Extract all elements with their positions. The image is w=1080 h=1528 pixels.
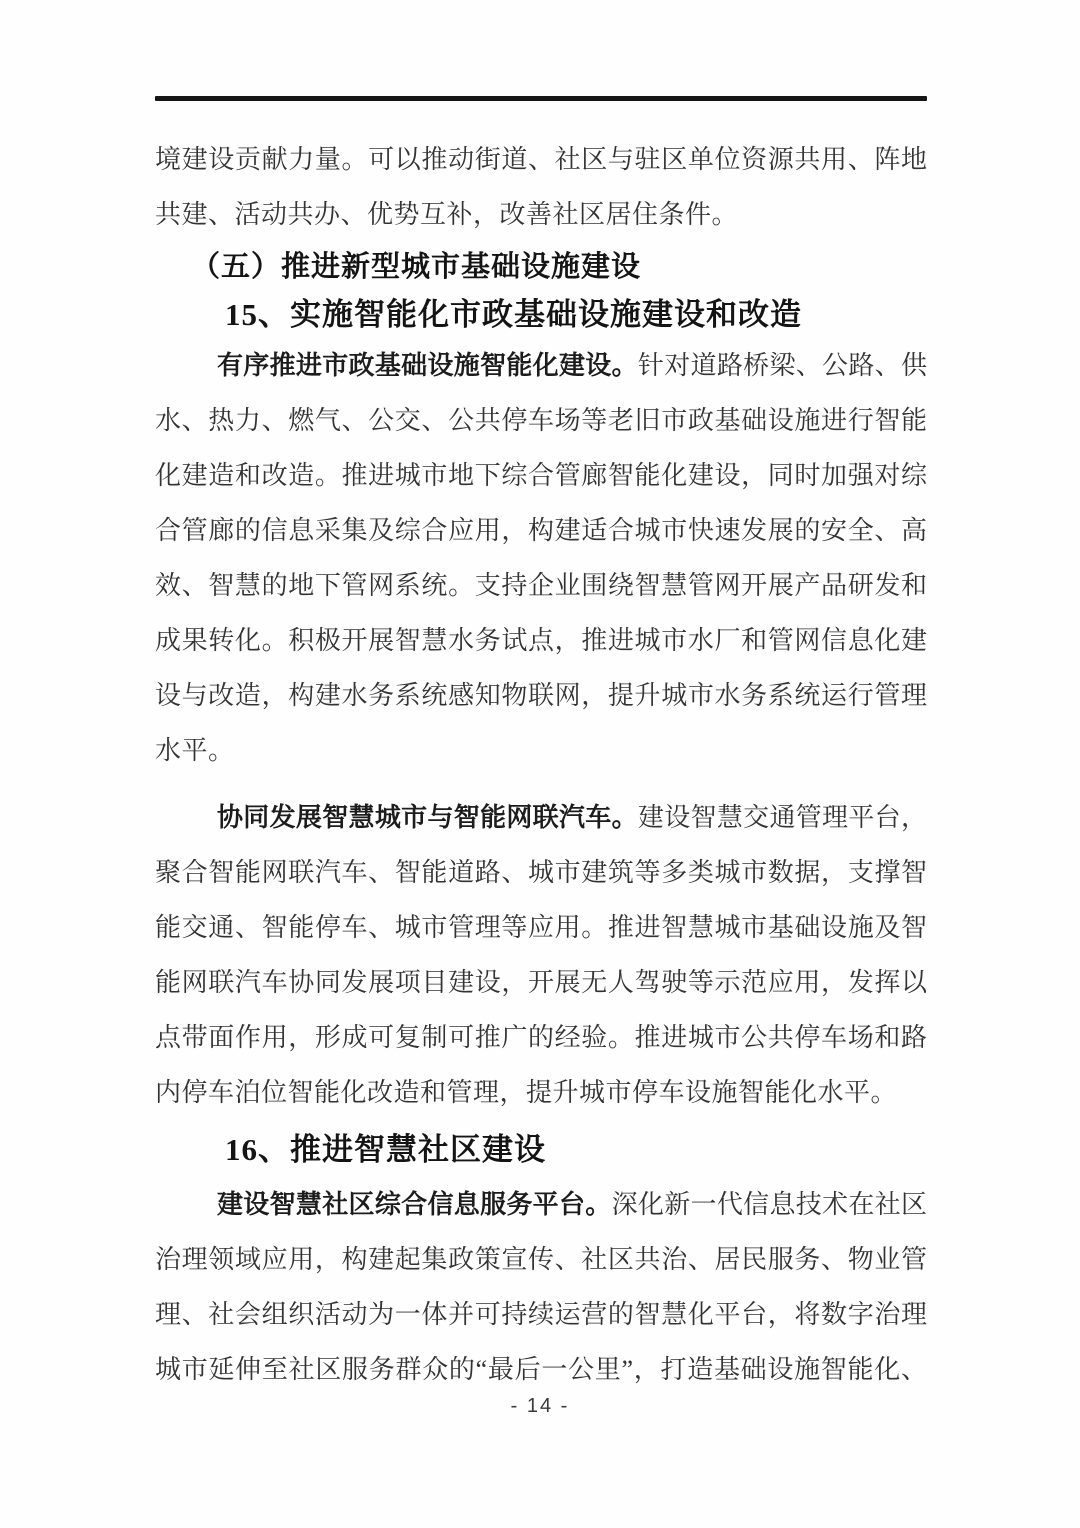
paragraph-lead-rest: 针对道路桥梁、公路、供 xyxy=(637,351,927,380)
body-text-line: 点带面作用，形成可复制可推广的经验。推进城市公共停车场和路 xyxy=(155,1023,927,1052)
body-text-line: 能交通、智能停车、城市管理等应用。推进智慧城市基础设施及智 xyxy=(155,913,927,942)
body-text-line: 共建、活动共办、优势互补，改善社区居住条件。 xyxy=(155,200,739,229)
body-text-line: 设与改造，构建水务系统感知物联网，提升城市水务系统运行管理 xyxy=(155,681,927,710)
body-text-line: 效、智慧的地下管网系统。支持企业围绕智慧管网开展产品研发和 xyxy=(155,571,927,600)
paragraph-lead: 建设智慧社区综合信息服务平台。 xyxy=(217,1190,612,1219)
intro-paragraph xyxy=(155,132,927,242)
page-content xyxy=(155,0,927,1397)
paragraph-smart-city-vehicles xyxy=(155,790,927,1120)
header-rule xyxy=(155,96,927,101)
section-heading-5: （五）推进新型城市基础设施建设 xyxy=(191,251,642,283)
item-heading-16: 16、推进智慧社区建设 xyxy=(225,1132,546,1167)
body-text-line xyxy=(155,1177,927,1232)
body-text-line: 能网联汽车协同发展项目建设，开展无人驾驶等示范应用，发挥以 xyxy=(155,968,927,997)
body-text-line xyxy=(155,338,927,393)
body-text-line: 理、社会组织活动为一体并可持续运营的智慧化平台，将数字治理 xyxy=(155,1300,927,1329)
page-number: - 14 - xyxy=(510,1395,570,1417)
paragraph-municipal-infrastructure xyxy=(155,338,927,778)
body-text-line: 水、热力、燃气、公交、公共停车场等老旧市政基础设施进行智能 xyxy=(155,406,927,435)
paragraph-lead: 协同发展智慧城市与智能网联汽车。 xyxy=(217,803,638,832)
body-text-line: 化建造和改造。推进城市地下综合管廊智能化建设，同时加强对综 xyxy=(155,461,927,490)
body-text-line: 治理领域应用，构建起集政策宣传、社区共治、居民服务、物业管 xyxy=(155,1245,927,1274)
body-text-line xyxy=(155,790,927,845)
body-text-line: 水平。 xyxy=(155,736,235,765)
body-text-line: 内停车泊位智能化改造和管理，提升城市停车设施智能化水平。 xyxy=(155,1078,898,1107)
body-text-line: 城市延伸至社区服务群众的“最后一公里”，打造基础设施智能化、 xyxy=(155,1355,927,1384)
paragraph-lead: 有序推进市政基础设施智能化建设。 xyxy=(217,351,638,380)
item-heading-15: 15、实施智能化市政基础设施建设和改造 xyxy=(225,297,802,332)
body-text-line: 成果转化。积极开展智慧水务试点，推进城市水厂和管网信息化建 xyxy=(155,626,927,655)
paragraph-lead-rest: 深化新一代信息技术在社区 xyxy=(611,1190,927,1219)
body-text-line: 合管廊的信息采集及综合应用，构建适合城市快速发展的安全、高 xyxy=(155,516,927,545)
body-text-line: 境建设贡献力量。可以推动街道、社区与驻区单位资源共用、阵地 xyxy=(155,145,927,174)
paragraph-smart-community xyxy=(155,1177,927,1397)
body-text-line: 聚合智能网联汽车、智能道路、城市建筑等多类城市数据，支撑智 xyxy=(155,858,927,887)
paragraph-lead-rest: 建设智慧交通管理平台， xyxy=(637,803,927,832)
